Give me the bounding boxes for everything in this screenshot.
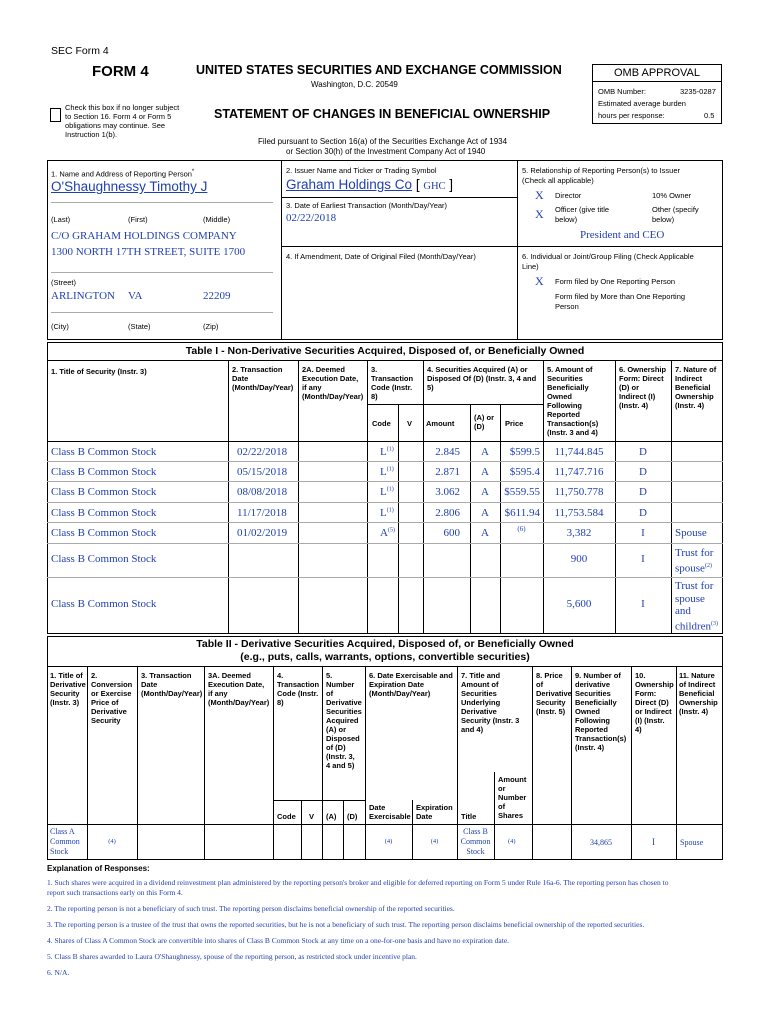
middle-label: (Middle) <box>203 215 231 224</box>
footnote-2: 2. The reporting person is not a beneficiary of such trust. The reporting person disclaims beneficial ownership of the reported securities. <box>47 904 455 913</box>
t2-h-date: 3. Transaction Date (Month/Day/Year) <box>141 671 203 698</box>
explanation-notes <box>47 878 723 978</box>
t2-h-owned: 9. Number of derivative Securities Beneficially Owned Following Reported Transaction(s) (Instr. 4) <box>575 671 627 752</box>
explanation-title: Explanation of Responses: <box>47 864 150 873</box>
footnote-4: 4. Shares of Class A Common Stock are convertible into shares of Class B Common Stock at any time on a one-for-one basis and have no expiration date. <box>47 936 510 945</box>
earliest-date: 02/22/2018 <box>286 212 337 224</box>
table-2-subtitle: (e.g., puts, calls, warrants, options, convertible securities) <box>240 651 530 663</box>
other-label-2: below) <box>652 215 675 224</box>
officer-label: Officer (give title <box>555 205 610 214</box>
t2-h-v: V <box>309 812 315 821</box>
reporting-person-label: 1. Name and Address of Reporting Person* <box>51 169 195 179</box>
checkbox-note: Check this box if no longer subject to Section 16. Form 4 or Form 5 obligations may continue. See Instruction 1(b). <box>65 103 180 139</box>
footnote-6: 6. N/A. <box>47 968 70 977</box>
filed-pursuant-1: Filed pursuant to Section 16(a) of the Securities Exchange Act of 1934 <box>258 137 508 146</box>
form-title: FORM 4 <box>92 63 149 80</box>
officer-title: President and CEO <box>580 229 665 241</box>
t2-h-code-sub: Code <box>277 812 296 821</box>
officer-label-2: below) <box>555 215 578 224</box>
footnote-5: 5. Class B shares awarded to Laura O'Shaughnessy, spouse of the reporting person, as restricted stock under incentive plan. <box>47 952 417 961</box>
t2-h-conversion: 2. Conversion or Exercise Price of Derivative Security <box>91 671 133 725</box>
t2-h-amount: Amount or Number of Shares <box>498 775 527 820</box>
t1-h-nature: 7. Nature of Indirect Beneficial Ownership (Instr. 4) <box>675 365 717 410</box>
issuer-name-line: Graham Holdings Co [ GHC ] <box>286 177 454 192</box>
t2-h-title: 1. Title of Derivative Security (Instr. 3) <box>50 671 86 707</box>
statement-title: STATEMENT OF CHANGES IN BENEFICIAL OWNERSHIP <box>214 107 551 121</box>
t2-h-date-exercisable: Date Exercisable <box>369 803 411 821</box>
t1-h-date: 2. Transaction Date (Month/Day/Year) <box>232 365 294 392</box>
omb-burden-label: Estimated average burden <box>598 99 686 108</box>
commission-title: UNITED STATES SECURITIES AND EXCHANGE COMMISSION <box>196 63 562 77</box>
footnote-1-cont: report such transactions early on this Form 4. <box>47 888 183 897</box>
last-label: (Last) <box>51 215 71 224</box>
city-label: (City) <box>51 322 69 331</box>
more-person-label: Form filed by More than One Reporting <box>555 292 686 301</box>
omb-hours: 0.5 <box>704 111 715 120</box>
reporting-person-name[interactable]: O'Shaughnessy Timothy J <box>51 179 208 194</box>
address-line-1: C/O GRAHAM HOLDINGS COMPANY <box>51 230 237 242</box>
director-label: Director <box>555 191 582 200</box>
relationship-sublabel: (Check all applicable) <box>522 176 594 185</box>
more-person-label-2: Person <box>555 302 579 311</box>
t2-h-underlying: 7. Title and Amount of Securities Underlying Derivative Security (Instr. 3 and 4) <box>461 671 520 734</box>
filing-label: 6. Individual or Joint/Group Filing (Check Applicable <box>522 252 694 261</box>
t1-h-code: 3. Transaction Code (Instr. 8) <box>371 365 414 401</box>
filing-label-2: Line) <box>522 262 539 271</box>
t2-h-exercisable: 6. Date Exercisable and Expiration Date (Month/Day/Year) <box>369 671 453 698</box>
zip-label: (Zip) <box>203 322 219 331</box>
t2-h-a: (A) <box>326 812 337 821</box>
state-label: (State) <box>128 322 151 331</box>
state: VA <box>128 290 143 302</box>
t1-h-owned: 5. Amount of Securities Beneficially Owned Following Reported Transaction(s) (Instr. 3 and 4) <box>547 365 599 437</box>
issuer-ticker: GHC <box>423 181 446 192</box>
earliest-date-label: 3. Date of Earliest Transaction (Month/Day/Year) <box>286 201 448 210</box>
omb-approval-title: OMB APPROVAL <box>614 67 700 79</box>
omb-hours-label: hours per response: <box>598 111 665 120</box>
footnote-3: 3. The reporting person is a trustee of the trust that owns the reported securities, but he is not a beneficiary of such trust. The reporting person disclaims beneficial ownership of the reported securities. <box>47 920 645 929</box>
amendment-label: 4. If Amendment, Date of Original Filed (Month/Day/Year) <box>286 252 476 261</box>
first-label: (First) <box>128 215 148 224</box>
t1-h-price: Price <box>505 419 524 428</box>
city: ARLINGTON <box>51 290 115 302</box>
t2-h-price: 8. Price of Derivative Security (Instr. 5) <box>536 671 572 716</box>
t1-h-aord: (A) or (D) <box>474 413 494 431</box>
address-line-2: 1300 NORTH 17TH STREET, SUITE 1700 <box>51 246 246 258</box>
officer-check[interactable]: X <box>535 207 544 221</box>
t2-h-title-sub: Title <box>461 812 477 821</box>
t1-h-title: 1. Title of Security (Instr. 3) <box>51 367 147 376</box>
sec-form-label: SEC Form 4 <box>51 45 109 57</box>
one-person-check[interactable]: X <box>535 274 544 288</box>
t1-h-code-sub: Code <box>372 419 391 428</box>
other-label: Other (specify <box>652 205 699 214</box>
t2-h-d: (D) <box>347 812 358 821</box>
relationship-label: 5. Relationship of Reporting Person(s) to Issuer <box>522 166 680 175</box>
t1-h-form: 6. Ownership Form: Direct (D) or Indirect (I) (Instr. 4) <box>619 365 667 410</box>
t2-h-nature: 11. Nature of Indirect Beneficial Ownership (Instr. 4) <box>679 671 718 716</box>
street-label: (Street) <box>51 278 77 287</box>
issuer-name[interactable]: Graham Holdings Co <box>286 177 413 192</box>
zip: 22209 <box>203 290 231 302</box>
t1-h-deemed: 2A. Deemed Execution Date, if any (Month/Day/Year) <box>302 365 364 401</box>
t2-h-code: 4. Transaction Code (Instr. 8) <box>277 671 320 707</box>
director-check[interactable]: X <box>535 188 544 202</box>
t2-h-number: 5. Number of Derivative Securities Acquired (A) or Disposed of (D) (Instr. 3, 4 and 5) <box>326 671 362 770</box>
t2-h-form: 10. Ownership Form: Direct (D) or Indirect (I) (Instr. 4) <box>635 671 674 734</box>
t1-h-acquired: 4. Securities Acquired (A) or Disposed Of (D) (Instr. 3, 4 and 5) <box>427 365 537 392</box>
issuer-label: 2. Issuer Name and Ticker or Trading Symbol <box>286 166 437 175</box>
footnote-1: 1. Such shares were acquired in a dividend reinvestment plan administered by the reporting person's broker and eligible for deferred reporting on Form 5 under Rule 16a-6. The reporting person has chosen to <box>47 878 669 887</box>
one-person-label: Form filed by One Reporting Person <box>555 277 676 286</box>
omb-number: 3235-0287 <box>680 87 716 96</box>
location: Washington, D.C. 20549 <box>311 80 398 89</box>
omb-number-label: OMB Number: <box>598 87 646 96</box>
t1-h-amount: Amount <box>426 419 455 428</box>
t2-h-deemed: 3A. Deemed Execution Date, if any (Month/Day/Year) <box>208 671 270 707</box>
table-1-title: Table I - Non-Derivative Securities Acquired, Disposed of, or Beneficially Owned <box>185 345 585 357</box>
table-2-title: Table II - Derivative Securities Acquired, Disposed of, or Beneficially Owned <box>196 638 574 650</box>
ten-pct-owner-label: 10% Owner <box>652 191 692 200</box>
no-longer-subject-checkbox[interactable] <box>50 108 61 122</box>
filed-pursuant-2: or Section 30(h) of the Investment Company Act of 1940 <box>286 147 486 156</box>
t1-h-v: V <box>407 419 413 428</box>
t2-h-expiration: Expiration Date <box>416 803 453 821</box>
